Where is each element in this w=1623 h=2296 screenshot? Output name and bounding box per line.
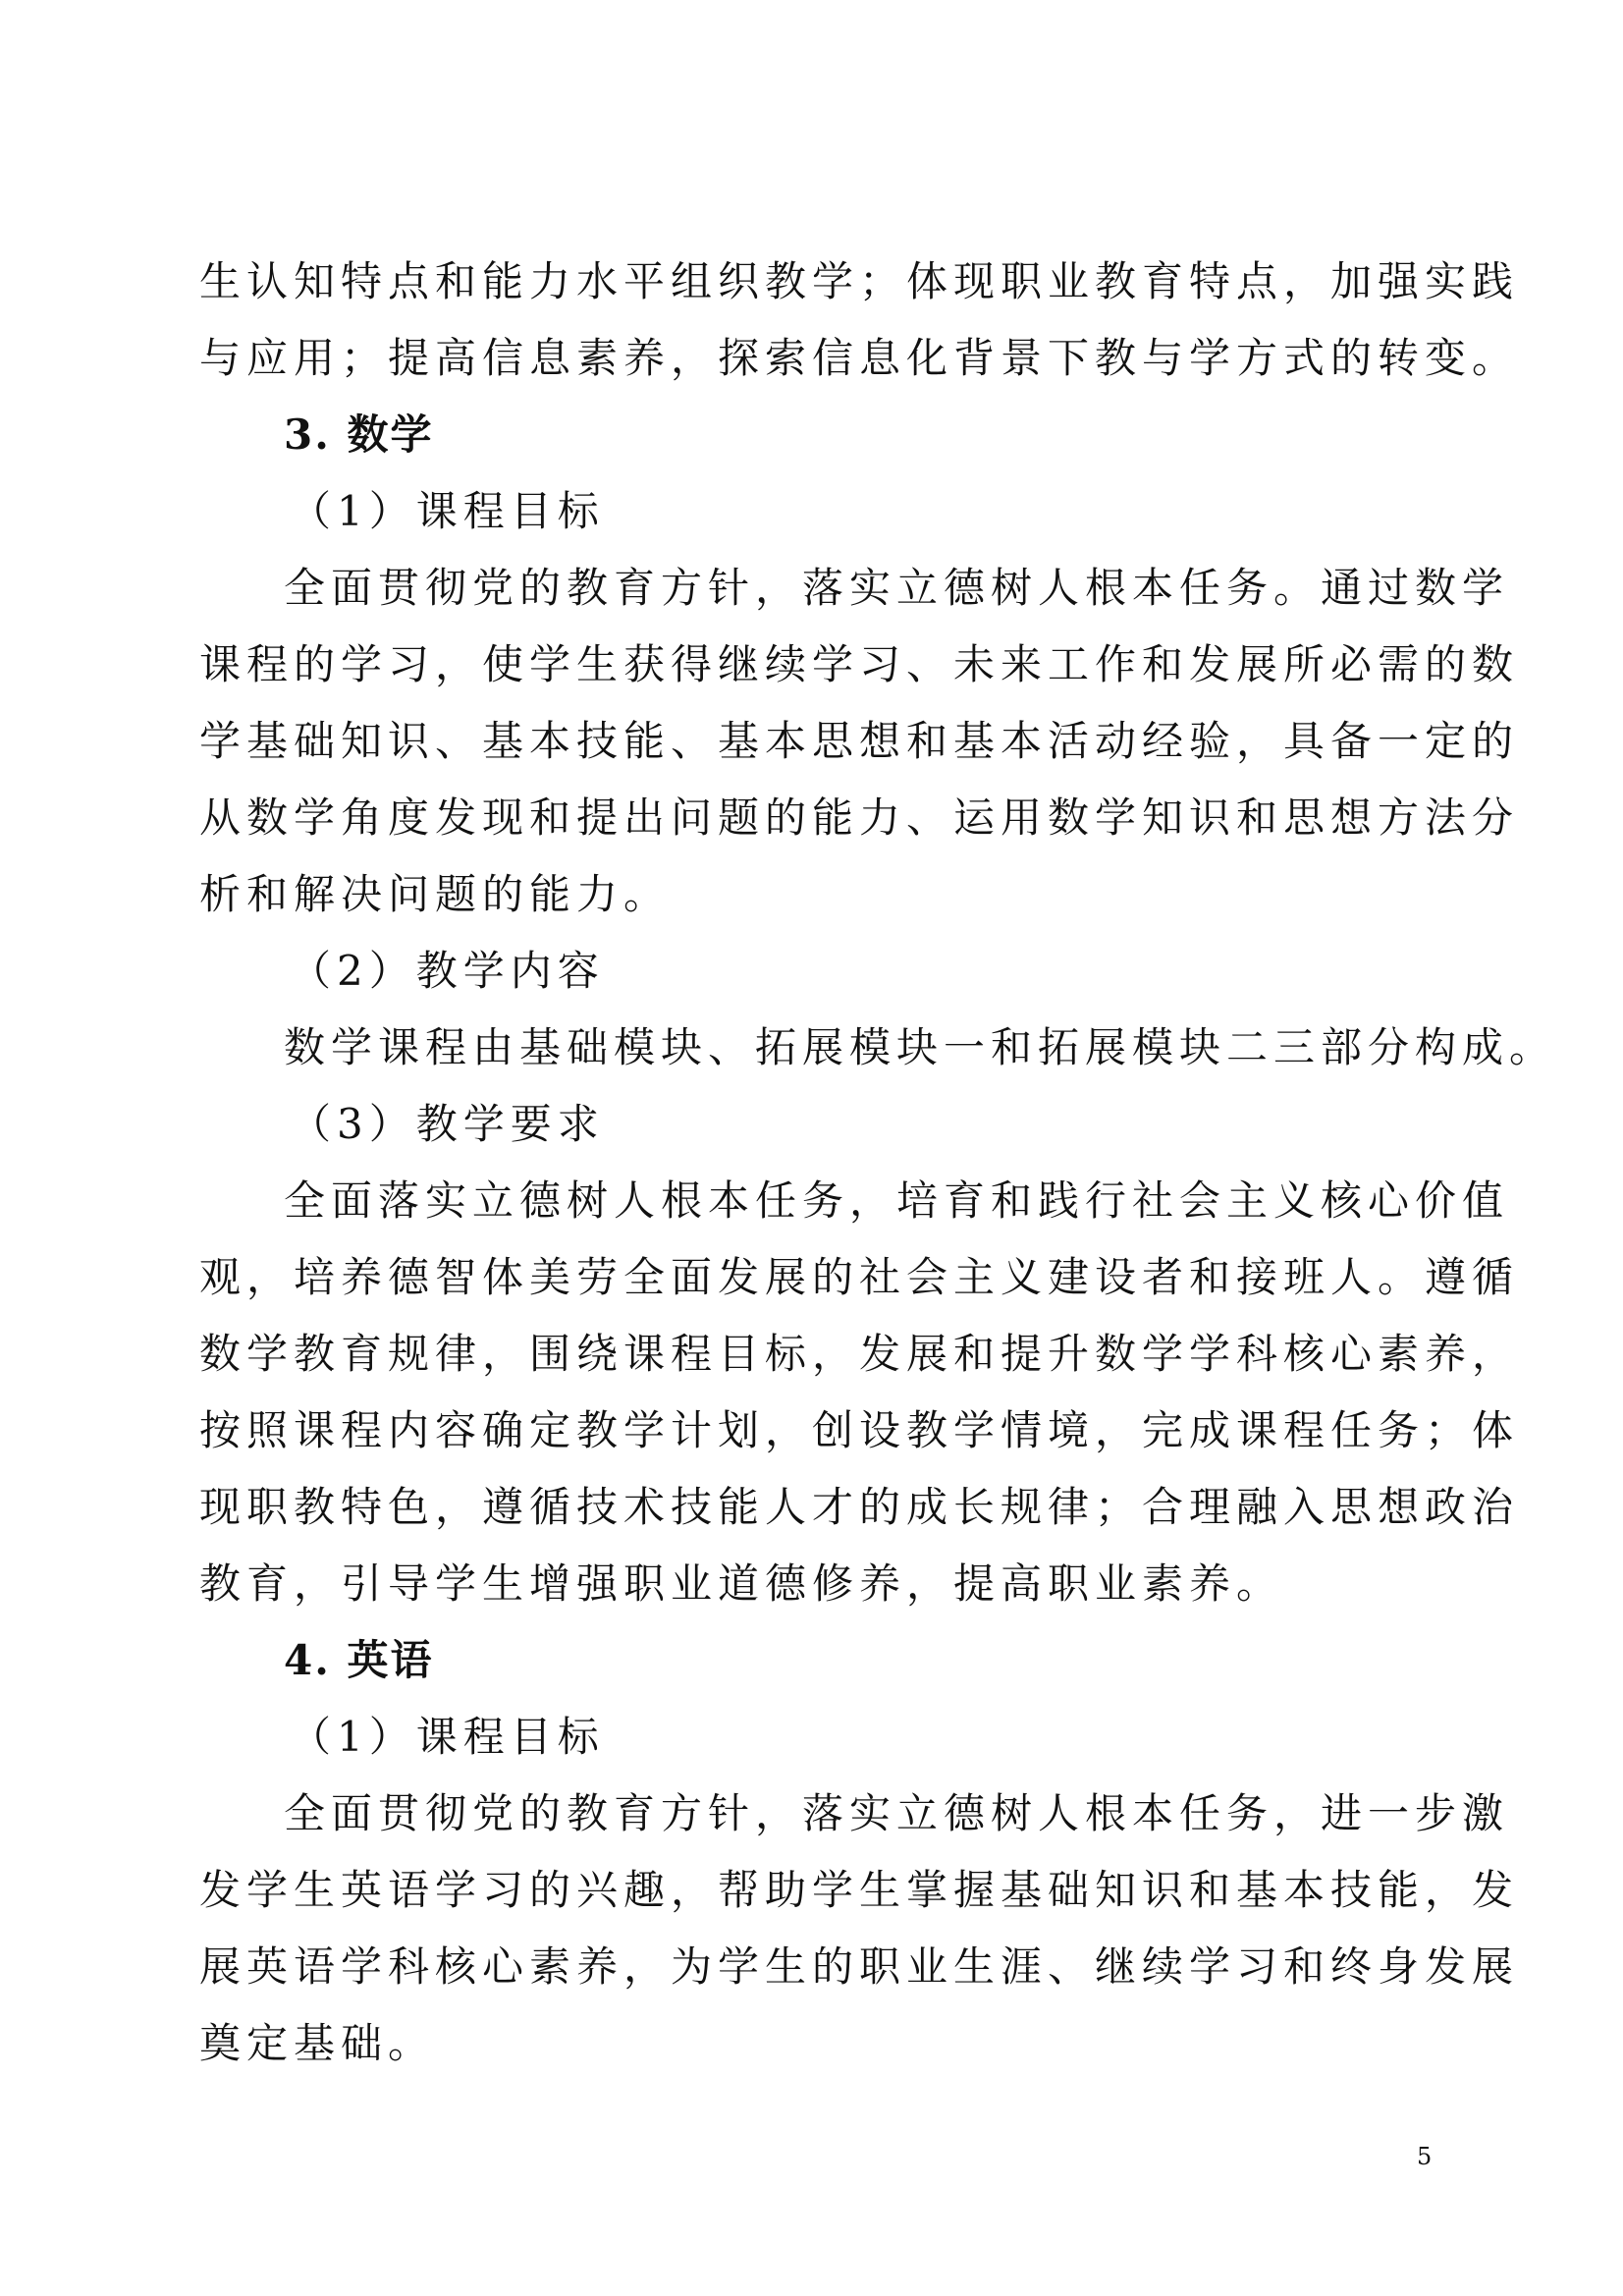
paragraph-line: 与应用；提高信息素养，探索信息化背景下教与学方式的转变。 (199, 334, 1520, 382)
subheading-course-goals: （1）课程目标 (290, 487, 605, 535)
paragraph-line: 课程的学习，使学生获得继续学习、未来工作和发展所必需的数 (199, 640, 1520, 688)
paragraph-line: 学基础知识、基本技能、基本思想和基本活动经验，具备一定的 (199, 717, 1520, 765)
paragraph-line: 从数学角度发现和提出问题的能力、运用数学知识和思想方法分 (199, 793, 1520, 842)
paragraph-line: 全面贯彻党的教育方针，落实立德树人根本任务，进一步激 (284, 1789, 1510, 1837)
paragraph-line: 析和解决问题的能力。 (199, 870, 672, 918)
paragraph-line: 生认知特点和能力水平组织教学；体现职业教育特点，加强实践 (199, 257, 1520, 305)
subheading-course-goals-english: （1）课程目标 (290, 1713, 605, 1761)
paragraph-line: 发学生英语学习的兴趣，帮助学生掌握基础知识和基本技能，发 (199, 1866, 1520, 1914)
paragraph-line: 观，培养德智体美劳全面发展的社会主义建设者和接班人。遵循 (199, 1253, 1520, 1301)
subheading-teaching-requirements: （3）教学要求 (290, 1100, 605, 1148)
section-heading-math: 3. 数学 (284, 410, 434, 459)
paragraph-line: 全面贯彻党的教育方针，落实立德树人根本任务。通过数学 (284, 564, 1510, 612)
paragraph-line: 全面落实立德树人根本任务，培育和践行社会主义核心价值 (284, 1176, 1510, 1225)
section-heading-english: 4. 英语 (284, 1636, 434, 1684)
paragraph-line: 按照课程内容确定教学计划，创设教学情境，完成课程任务；体 (199, 1406, 1520, 1454)
paragraph-line: 数学课程由基础模块、拓展模块一和拓展模块二三部分构成。 (284, 1023, 1557, 1071)
subheading-teaching-content: （2）教学内容 (290, 947, 605, 995)
document-body (199, 244, 1557, 2082)
paragraph-line: 现职教特色，遵循技术技能人才的成长规律；合理融入思想政治 (199, 1483, 1520, 1531)
paragraph-line: 展英语学科核心素养，为学生的职业生涯、继续学习和终身发展 (199, 1942, 1520, 1991)
paragraph-line: 教育，引导学生增强职业道德修养，提高职业素养。 (199, 1559, 1284, 1608)
page-number: 5 (1417, 2143, 1433, 2170)
paragraph-line: 奠定基础。 (199, 2019, 436, 2067)
paragraph-line: 数学教育规律，围绕课程目标，发展和提升数学学科核心素养， (199, 1330, 1520, 1378)
